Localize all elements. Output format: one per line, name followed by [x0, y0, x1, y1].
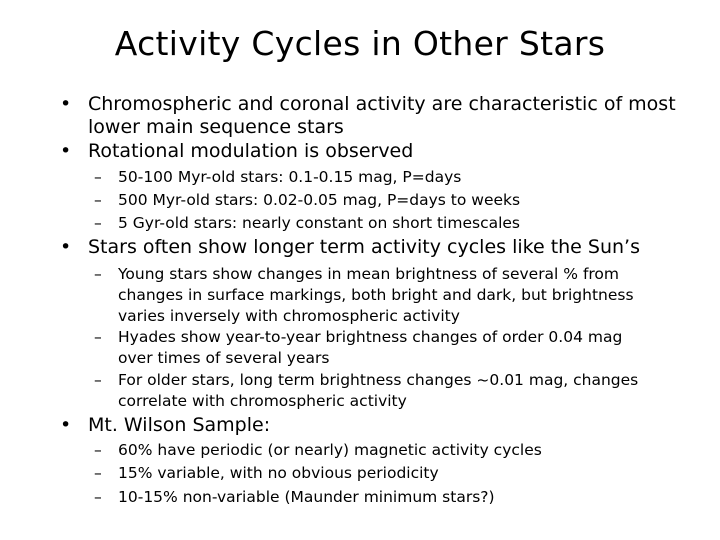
sub-bullet-text: 10-15% non-variable (Maunder minimum stars?) [118, 488, 495, 506]
sub-bullet-item [94, 370, 654, 412]
sub-bullet-text: 50-100 Myr-old stars: 0.1-0.15 mag, P=days [118, 168, 462, 186]
sub-bullet-marker: – [94, 168, 102, 186]
sub-bullet-text: Hyades show year-to-year brightness changes of order 0.04 mag over times of several years [118, 328, 623, 367]
sub-bullet-item [94, 213, 694, 234]
sub-bullet-marker: – [94, 441, 102, 459]
bullet-marker: • [60, 236, 72, 258]
bullet-item [60, 140, 700, 163]
bullet-text: Mt. Wilson Sample: [88, 414, 271, 436]
bullet-marker: • [60, 93, 72, 115]
sub-bullet-text: 500 Myr-old stars: 0.02-0.05 mag, P=days to weeks [118, 191, 521, 209]
sub-bullet-marker: – [94, 214, 102, 232]
bullet-marker: • [60, 140, 72, 162]
sub-bullet-marker: – [94, 488, 102, 506]
sub-bullet-item [94, 327, 654, 369]
bullet-text: Rotational modulation is observed [88, 140, 414, 162]
sub-bullet-text: 15% variable, with no obvious periodicity [118, 464, 439, 482]
sub-bullet-text: 5 Gyr-old stars: nearly constant on short timescales [118, 214, 521, 232]
sub-bullet-item [94, 440, 694, 461]
sub-bullet-text: 60% have periodic (or nearly) magnetic activity cycles [118, 441, 542, 459]
bullet-marker: • [60, 414, 72, 436]
bullet-text: Chromospheric and coronal activity are characteristic of most lower main sequence stars [88, 93, 676, 138]
sub-bullet-marker: – [94, 191, 102, 209]
sub-bullet-marker: – [94, 371, 102, 389]
slide-title: Activity Cycles in Other Stars [114, 24, 606, 63]
sub-bullet-marker: – [94, 464, 102, 482]
bullet-text: Stars often show longer term activity cycles like the Sun’s [88, 236, 640, 258]
sub-bullet-item [94, 264, 664, 327]
sub-bullet-item [94, 487, 694, 508]
sub-bullet-marker: – [94, 328, 102, 346]
sub-bullet-item [94, 463, 694, 484]
sub-bullet-text: For older stars, long term brightness changes ~0.01 mag, changes correlate with chromospheric activity [118, 371, 639, 410]
bullet-item [60, 93, 700, 139]
sub-bullet-item [94, 190, 694, 211]
bullet-item [60, 414, 700, 437]
sub-bullet-marker: – [94, 265, 102, 283]
bullet-item [60, 236, 700, 259]
sub-bullet-text: Young stars show changes in mean brightness of several % from changes in surface markings, both bright and dark, but brightness varies inversely with chromospheric activity [118, 265, 634, 325]
sub-bullet-item [94, 167, 694, 188]
